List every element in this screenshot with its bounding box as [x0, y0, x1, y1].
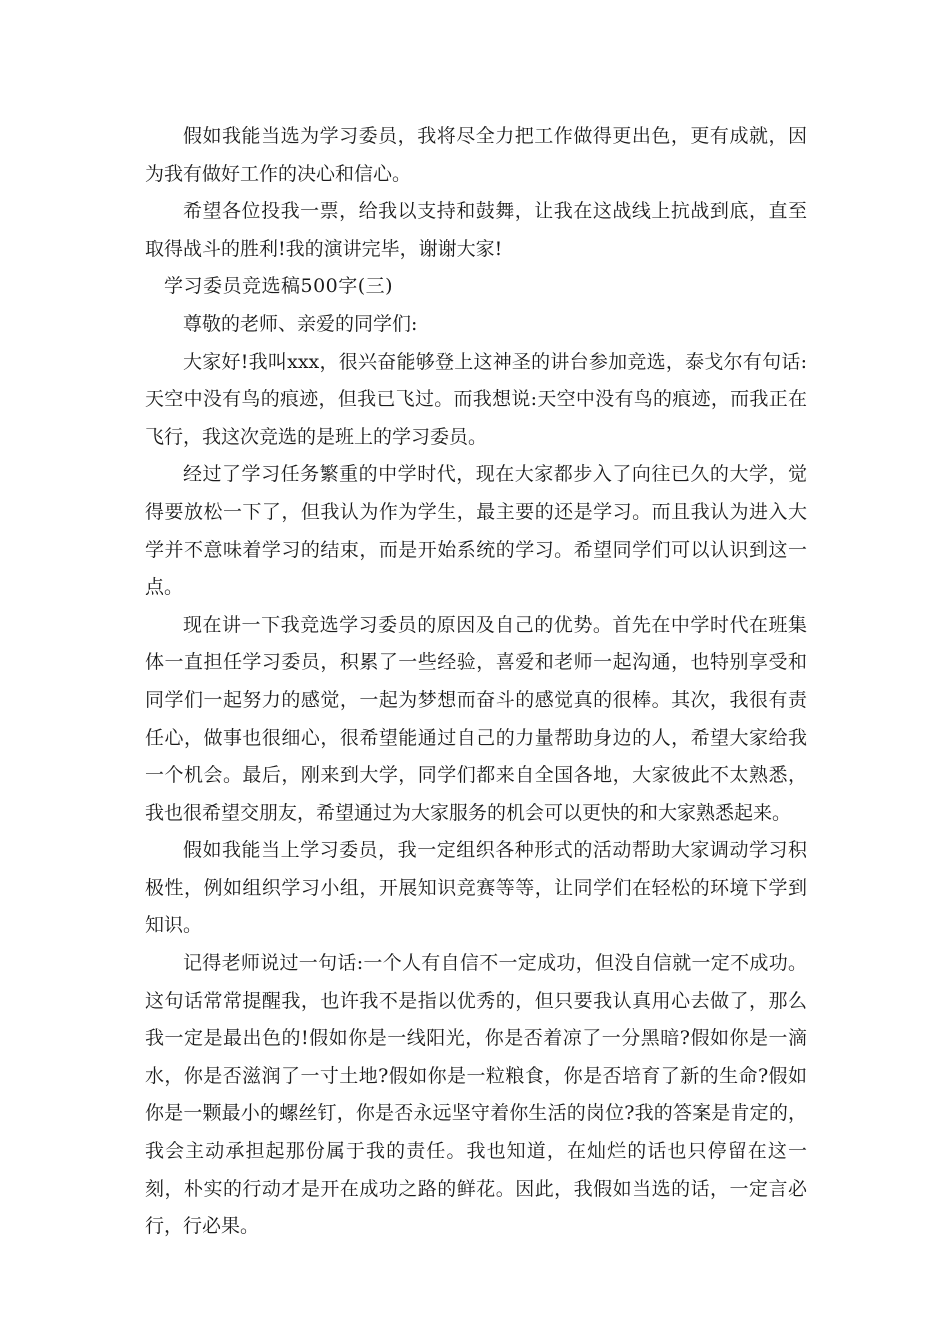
paragraph: 假如我能当选为学习委员，我将尽全力把工作做得更出色，更有成就，因为我有做好工作的决心和信心。 [145, 125, 807, 185]
paragraph: 希望各位投我一票，给我以支持和鼓舞，让我在这战线上抗战到底，直至取得战斗的胜利!我的演讲完毕，谢谢大家! [145, 200, 807, 260]
salutation: 尊敬的老师、亲爱的同学们: [183, 312, 418, 335]
paragraph: 大家好!我叫xxx，很兴奋能够登上这神圣的讲台参加竞选，泰戈尔有句话:天空中没有鸟的痕迹，但我已飞过。而我想说:天空中没有鸟的痕迹，而我正在飞行，我这次竞选的是班上的学习委员。 [145, 350, 807, 448]
paragraph: 假如我能当上学习委员，我一定组织各种形式的活动帮助大家调动学习积极性，例如组织学习小组，开展知识竞赛等等，让同学们在轻松的环境下学到知识。 [145, 839, 807, 937]
document-body [145, 118, 807, 1246]
section-title: 学习委员竞选稿500字(三) [164, 275, 394, 298]
paragraph: 记得老师说过一句话:一个人有自信不一定成功，但没自信就一定不成功。这句话常常提醒我，也许我不是指以优秀的，但只要我认真用心去做了，那么我一定是最出色的!假如你是一线阳光，你是否着凉了一分黑暗?假如你是一滴水，你是否滋润了一寸土地?假如你是一粒粮食，你是否培育了新的生命?假如你是一颗最小的螺丝钉，你是否永远坚守着你生活的岗位?我的答案是肯定的，我会主动承担起那份属于我的责任。我也知道，在灿烂的话也只停留在这一刻，朴实的行动才是开在成功之路的鲜花。因此，我假如当选的话，一定言必行，行必果。 [145, 952, 807, 1238]
paragraph: 现在讲一下我竞选学习委员的原因及自己的优势。首先在中学时代在班集体一直担任学习委员，积累了一些经验，喜爱和老师一起沟通，也特别享受和同学们一起努力的感觉，一起为梦想而奋斗的感觉真的很棒。其次，我很有责任心，做事也很细心，很希望能通过自己的力量帮助身边的人，希望大家给我一个机会。最后，刚来到大学，同学们都来自全国各地，大家彼此不太熟悉，我也很希望交朋友，希望通过为大家服务的机会可以更快的和大家熟悉起来。 [145, 613, 807, 824]
paragraph: 经过了学习任务繁重的中学时代，现在大家都步入了向往已久的大学，觉得要放松一下了，但我认为作为学生，最主要的还是学习。而且我认为进入大学并不意味着学习的结束，而是开始系统的学习。希望同学们可以认识到这一点。 [145, 463, 807, 599]
